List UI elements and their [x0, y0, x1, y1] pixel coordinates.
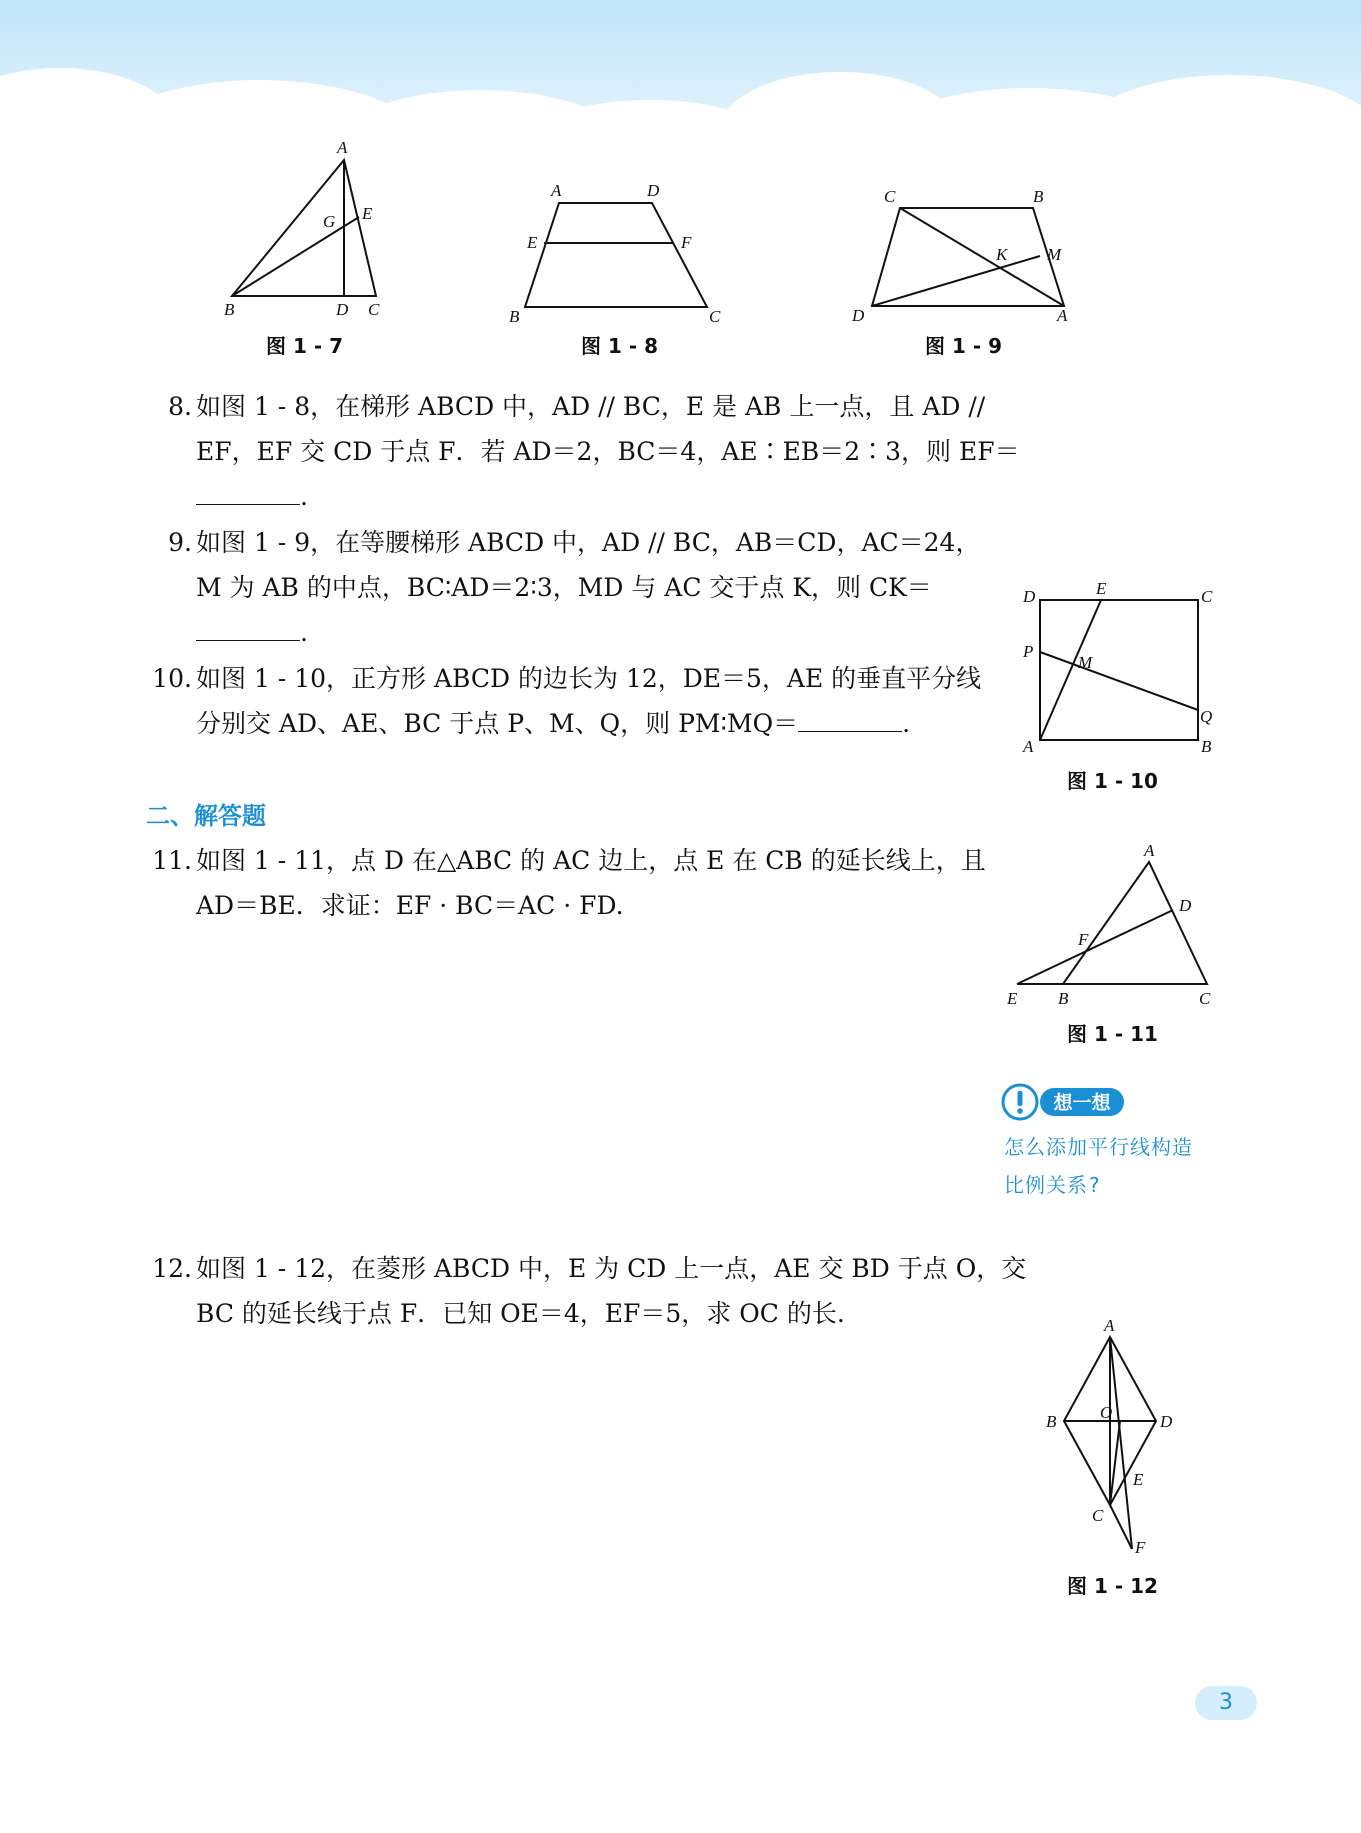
figure-1-7 — [220, 135, 390, 320]
caption-figure-1-9: 图 1 - 9 — [925, 334, 1003, 358]
think-badge — [1000, 1082, 1130, 1126]
question-9: 9. 如图 1 - 9，在等腰梯形 ABCD 中，AD // BC，AB＝CD，AC＝24， M 为 AB 的中点，BC∶AD＝2∶3，MD 与 AC 交于点 K，则 CK＝ . — [140, 520, 980, 655]
label-o: O — [1100, 1403, 1113, 1422]
answer-blank[interactable] — [196, 610, 300, 641]
label-b: B — [1033, 187, 1044, 206]
question-text-line: 如图 1 - 9，在等腰梯形 ABCD 中，AD // BC，AB＝CD，AC＝24， — [196, 528, 981, 557]
label-d: D — [852, 306, 865, 325]
label-m: M — [1078, 653, 1093, 672]
label-d: D — [336, 300, 349, 319]
label-b: B — [509, 307, 520, 326]
answer-blank[interactable] — [798, 701, 902, 732]
think-line: 比例关系? — [1004, 1173, 1102, 1197]
label-m: M — [1047, 245, 1062, 264]
question-number: 8. — [168, 392, 192, 421]
caption-figure-1-12: 图 1 - 12 — [1067, 1574, 1158, 1598]
question-text-line: 如图 1 - 12，在菱形 ABCD 中，E 为 CD 上一点，AE 交 BD 于点 O，交 — [196, 1254, 1027, 1283]
label-e: E — [1007, 989, 1018, 1008]
label-d: D — [647, 181, 660, 200]
question-text-line: 如图 1 - 10，正方形 ABCD 的边长为 12，DE＝5，AE 的垂直平分线 — [196, 664, 982, 693]
segment-oc — [1110, 1421, 1120, 1505]
label-f: F — [1078, 930, 1089, 949]
trapezoid-abcd — [525, 203, 707, 307]
question-text-line: 分别交 AD、AE、BC 于点 P、M、Q，则 PM∶MQ＝ — [196, 709, 799, 738]
caption-figure-1-10: 图 1 - 10 — [1067, 769, 1158, 793]
label-f: F — [1135, 1538, 1146, 1557]
label-a: A — [337, 138, 348, 157]
label-c: C — [1199, 989, 1211, 1008]
question-text-line: 如图 1 - 8，在梯形 ABCD 中，AD // BC，E 是 AB 上一点，且 AD // — [196, 392, 986, 421]
question-number: 10. — [152, 664, 192, 693]
label-a: A — [1144, 841, 1155, 860]
segment-dm — [872, 256, 1040, 306]
question-number: 9. — [168, 528, 192, 557]
label-d: D — [1160, 1412, 1173, 1431]
page-number: 3 — [1195, 1686, 1257, 1720]
label-e: E — [1133, 1470, 1144, 1489]
question-12 — [140, 1246, 1027, 1336]
label-c: C — [884, 187, 896, 206]
segment-pq — [1040, 652, 1198, 710]
section-title: 二、解答题 — [146, 802, 266, 830]
caption-figure-1-8: 图 1 - 8 — [581, 334, 659, 358]
answer-blank[interactable] — [196, 474, 300, 505]
label-a: A — [1023, 737, 1034, 756]
question-11 — [140, 838, 986, 928]
label-c: C — [709, 307, 721, 326]
question-number: 11. — [152, 846, 192, 875]
question-8: 8. 如图 1 - 8，在梯形 ABCD 中，AD // BC，E 是 AB 上一点，且 AD // EF，EF 交 CD 于点 F．若 AD＝2，BC＝4，AE∶EB＝2∶3，则 EF＝ . — [140, 384, 980, 519]
label-b: B — [224, 300, 235, 319]
label-f: F — [681, 233, 692, 252]
label-g: G — [323, 212, 336, 231]
figure-1-10 — [1018, 579, 1213, 756]
label-b: B — [1046, 1412, 1057, 1431]
question-10: 10. 如图 1 - 10，正方形 ABCD 的边长为 12，DE＝5，AE 的垂直平分线 分别交 AD、AE、BC 于点 P、M、Q，则 PM∶MQ＝ . — [140, 656, 980, 746]
figure-1-9 — [850, 188, 1080, 323]
label-k: K — [996, 245, 1008, 264]
figure-1-8 — [505, 178, 735, 326]
think-badge-label: 想一想 — [1053, 1092, 1111, 1114]
label-a: A — [1057, 306, 1068, 325]
triangle-abc — [232, 160, 376, 296]
square-abcd — [1040, 600, 1198, 740]
question-text-line: M 为 AB 的中点，BC∶AD＝2∶3，MD 与 AC 交于点 K，则 CK＝ — [196, 573, 932, 602]
label-a: A — [551, 181, 562, 200]
label-e: E — [1096, 579, 1107, 598]
figure-1-11 — [1003, 841, 1223, 1013]
caption-figure-1-7: 图 1 - 7 — [266, 334, 344, 358]
question-text-line: BC 的延长线于点 F．已知 OE＝4，EF＝5，求 OC 的长. — [196, 1299, 845, 1328]
triangle-abc — [1063, 862, 1207, 984]
label-e: E — [527, 233, 538, 252]
segment-be — [232, 217, 359, 296]
figure-1-12 — [1038, 1315, 1188, 1565]
label-d: D — [1179, 896, 1192, 915]
label-b: B — [1058, 989, 1069, 1008]
segment-ed — [1017, 910, 1173, 984]
label-b: B — [1201, 737, 1212, 756]
question-number: 12. — [152, 1254, 192, 1283]
think-line: 怎么添加平行线构造 — [1004, 1135, 1193, 1159]
think-prompt — [1004, 1128, 1244, 1204]
caption-figure-1-11: 图 1 - 11 — [1067, 1022, 1158, 1046]
label-q: Q — [1200, 707, 1213, 726]
label-c: C — [1092, 1506, 1104, 1525]
label-c: C — [1201, 587, 1213, 606]
segment-af — [1110, 1337, 1132, 1549]
label-d: D — [1023, 587, 1036, 606]
header-sky-banner — [0, 0, 1361, 140]
question-text-line: AD＝BE．求证：EF · BC＝AC · FD. — [196, 891, 624, 920]
label-e: E — [362, 204, 373, 223]
question-text-line: EF，EF 交 CD 于点 F．若 AD＝2，BC＝4，AE∶EB＝2∶3，则 EF＝ — [196, 437, 1020, 466]
label-c: C — [368, 300, 380, 319]
label-p: P — [1023, 642, 1034, 661]
label-a: A — [1104, 1316, 1115, 1335]
question-text-line: 如图 1 - 11，点 D 在△ABC 的 AC 边上，点 E 在 CB 的延长线上，且 — [196, 846, 986, 875]
